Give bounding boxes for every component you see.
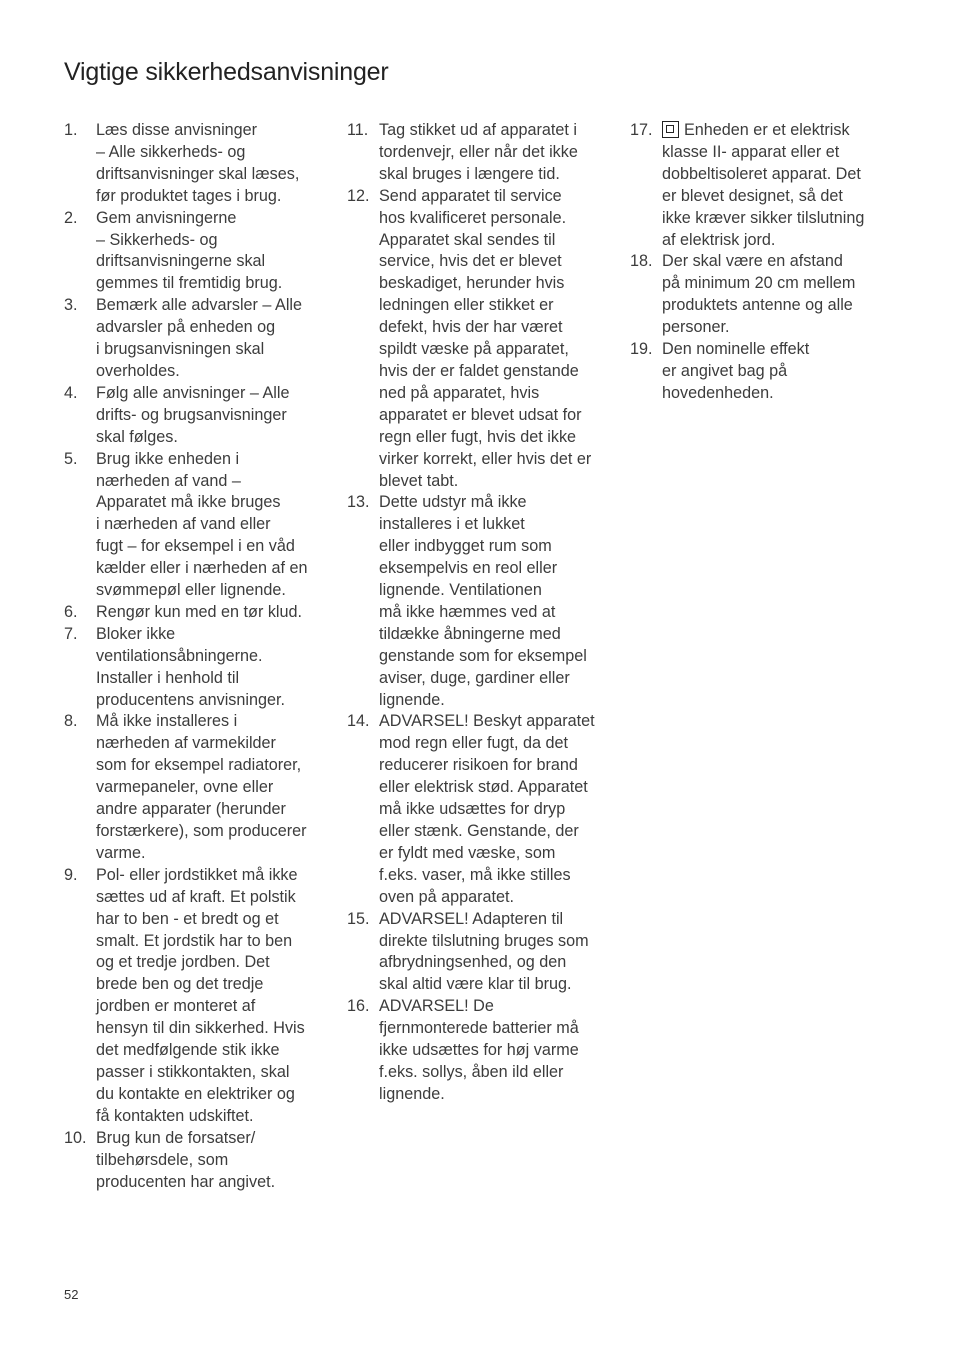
item-number: 9. xyxy=(64,865,78,884)
instruction-item xyxy=(630,120,882,251)
item-text: Følg alle anvisninger – Alle drifts- og brugsanvisninger skal følges. xyxy=(96,383,290,446)
item-text: Tag stikket ud af apparatet i tordenvejr, eller når det ikke skal bruges i længere tid. xyxy=(379,121,578,183)
item-text: Læs disse anvisninger – Alle sikkerheds- og driftsanvisninger skal læses, før produktet tages i brug. xyxy=(96,121,300,205)
item-number: 12. xyxy=(347,186,370,205)
instructions-column-2 xyxy=(347,120,609,1106)
item-text: Dette udstyr må ikke installeres i et lukket eller indbygget rum som eksempelvis en reol eller lignende. Ventilationen må ikke hæmmes ved at tildække åbningerne med genstande som for eksempel aviser, duge, gardiner eller lignende. xyxy=(379,493,587,709)
class-ii-double-insulation-icon xyxy=(662,121,679,138)
instruction-item xyxy=(64,120,326,208)
item-number: 17. xyxy=(630,121,653,139)
item-number: 1. xyxy=(64,121,78,139)
instruction-item xyxy=(347,186,609,493)
instruction-item xyxy=(64,711,326,864)
instruction-item xyxy=(64,295,326,383)
instructions-column-3 xyxy=(630,120,882,405)
item-text: Må ikke installeres i nærheden af varmekilder som for eksempel radiatorer, varmepaneler, ovne eller andre apparater (herunder forstærkere), som producerer varme. xyxy=(96,712,307,862)
item-number: 4. xyxy=(64,383,78,402)
instruction-item xyxy=(630,251,882,339)
item-number: 13. xyxy=(347,493,370,512)
item-text: Rengør kun med en tør klud. xyxy=(96,602,303,621)
item-number: 19. xyxy=(630,340,653,359)
instruction-item xyxy=(64,208,326,296)
instruction-item xyxy=(347,120,609,186)
instruction-item xyxy=(347,996,609,1106)
instruction-item xyxy=(64,449,326,602)
instruction-item xyxy=(64,624,326,712)
item-number: 2. xyxy=(64,208,78,227)
item-text-with-icon xyxy=(662,120,882,251)
item-text: ADVARSEL! Beskyt apparatet mod regn eller fugt, da det reducerer risikoen for brand eller elektrisk stød. Apparatet må ikke udsættes for dryp eller stænk. Genstande, der er fyldt med væske, som f.eks. vaser, må ikke stilles oven på apparatet. xyxy=(379,712,595,906)
instruction-item xyxy=(347,492,609,711)
item-number: 15. xyxy=(347,909,370,928)
item-text: Der skal være en afstand på minimum 20 cm mellem produktets antenne og alle personer. xyxy=(662,252,856,337)
item-text: Bemærk alle advarsler – Alle advarsler på enheden og i brugsanvisningen skal overholdes. xyxy=(96,296,303,380)
instruction-item xyxy=(64,1128,326,1194)
item-number: 7. xyxy=(64,624,78,643)
item-number: 3. xyxy=(64,296,78,315)
page-title: Vigtige sikkerhedsanvisninger xyxy=(64,58,389,86)
instruction-item xyxy=(347,909,609,997)
item-text: Enheden er et elektrisk klasse II- apparat eller et dobbeltisoleret apparat. Det er blevet designet, så det ikke kræver sikker tilslutning af elektrisk jord. xyxy=(662,121,865,249)
instruction-item xyxy=(347,711,609,908)
item-text: Brug ikke enheden i nærheden af vand – Apparatet må ikke bruges i nærheden af vand eller fugt – for eksempel i en våd kælder eller i nærheden af en svømmepøl eller lignende. xyxy=(96,449,308,600)
instruction-item xyxy=(64,865,326,1128)
item-number: 5. xyxy=(64,449,78,468)
item-number: 16. xyxy=(347,997,370,1016)
item-number: 18. xyxy=(630,252,653,271)
item-text: Send apparatet til service hos kvalificeret personale. Apparatet skal sendes til service, hvis det er blevet beskadiget, herunder hvis ledningen eller stikket er defekt, hvis der har været spildt væske på apparatet, hvis der er faldet genstande ned på apparatet, hvis apparatet er blevet udsat for regn eller fugt, hvis det ikke virker korrekt, eller hvis det er blevet tabt. xyxy=(379,186,592,490)
item-number: 11. xyxy=(347,121,369,139)
page-number: 52 xyxy=(64,1287,79,1302)
instruction-item xyxy=(64,602,326,624)
instruction-item xyxy=(64,383,326,449)
instruction-item xyxy=(630,339,882,405)
item-text: Den nominelle effekt er angivet bag på hovedenheden. xyxy=(662,340,810,402)
item-text: ADVARSEL! De fjernmonterede batterier må ikke udsættes for høj varme f.eks. sollys, åben ild eller lignende. xyxy=(379,997,579,1103)
item-text: ADVARSEL! Adapteren til direkte tilslutning bruges som afbrydningsenhed, og den skal altid være klar til brug. xyxy=(379,909,589,994)
item-number: 14. xyxy=(347,712,370,731)
instructions-column-1 xyxy=(64,120,326,1193)
item-number: 8. xyxy=(64,712,78,731)
item-text: Brug kun de forsatser/ tilbehørsdele, som producenten har angivet. xyxy=(96,1128,276,1191)
item-text: Bloker ikke ventilationsåbningerne. Installer i henhold til producentens anvisninger. xyxy=(96,624,285,709)
item-text: Gem anvisningerne – Sikkerheds- og driftsanvisningerne skal gemmes til fremtidig brug. xyxy=(96,208,283,293)
item-text: Pol- eller jordstikket må ikke sættes ud af kraft. Et polstik har to ben - et bredt og et smalt. Et jordstik har to ben og et tredje jordben. Det brede ben og det tredje jordben er monteret af hensyn til din sikkerhed. Hvis det medfølgende stik ikke passer i stikkontakten, skal du kontakte en elektriker og få kontakten udskiftet. xyxy=(96,865,305,1125)
item-number: 6. xyxy=(64,602,78,621)
item-number: 10. xyxy=(64,1128,87,1147)
